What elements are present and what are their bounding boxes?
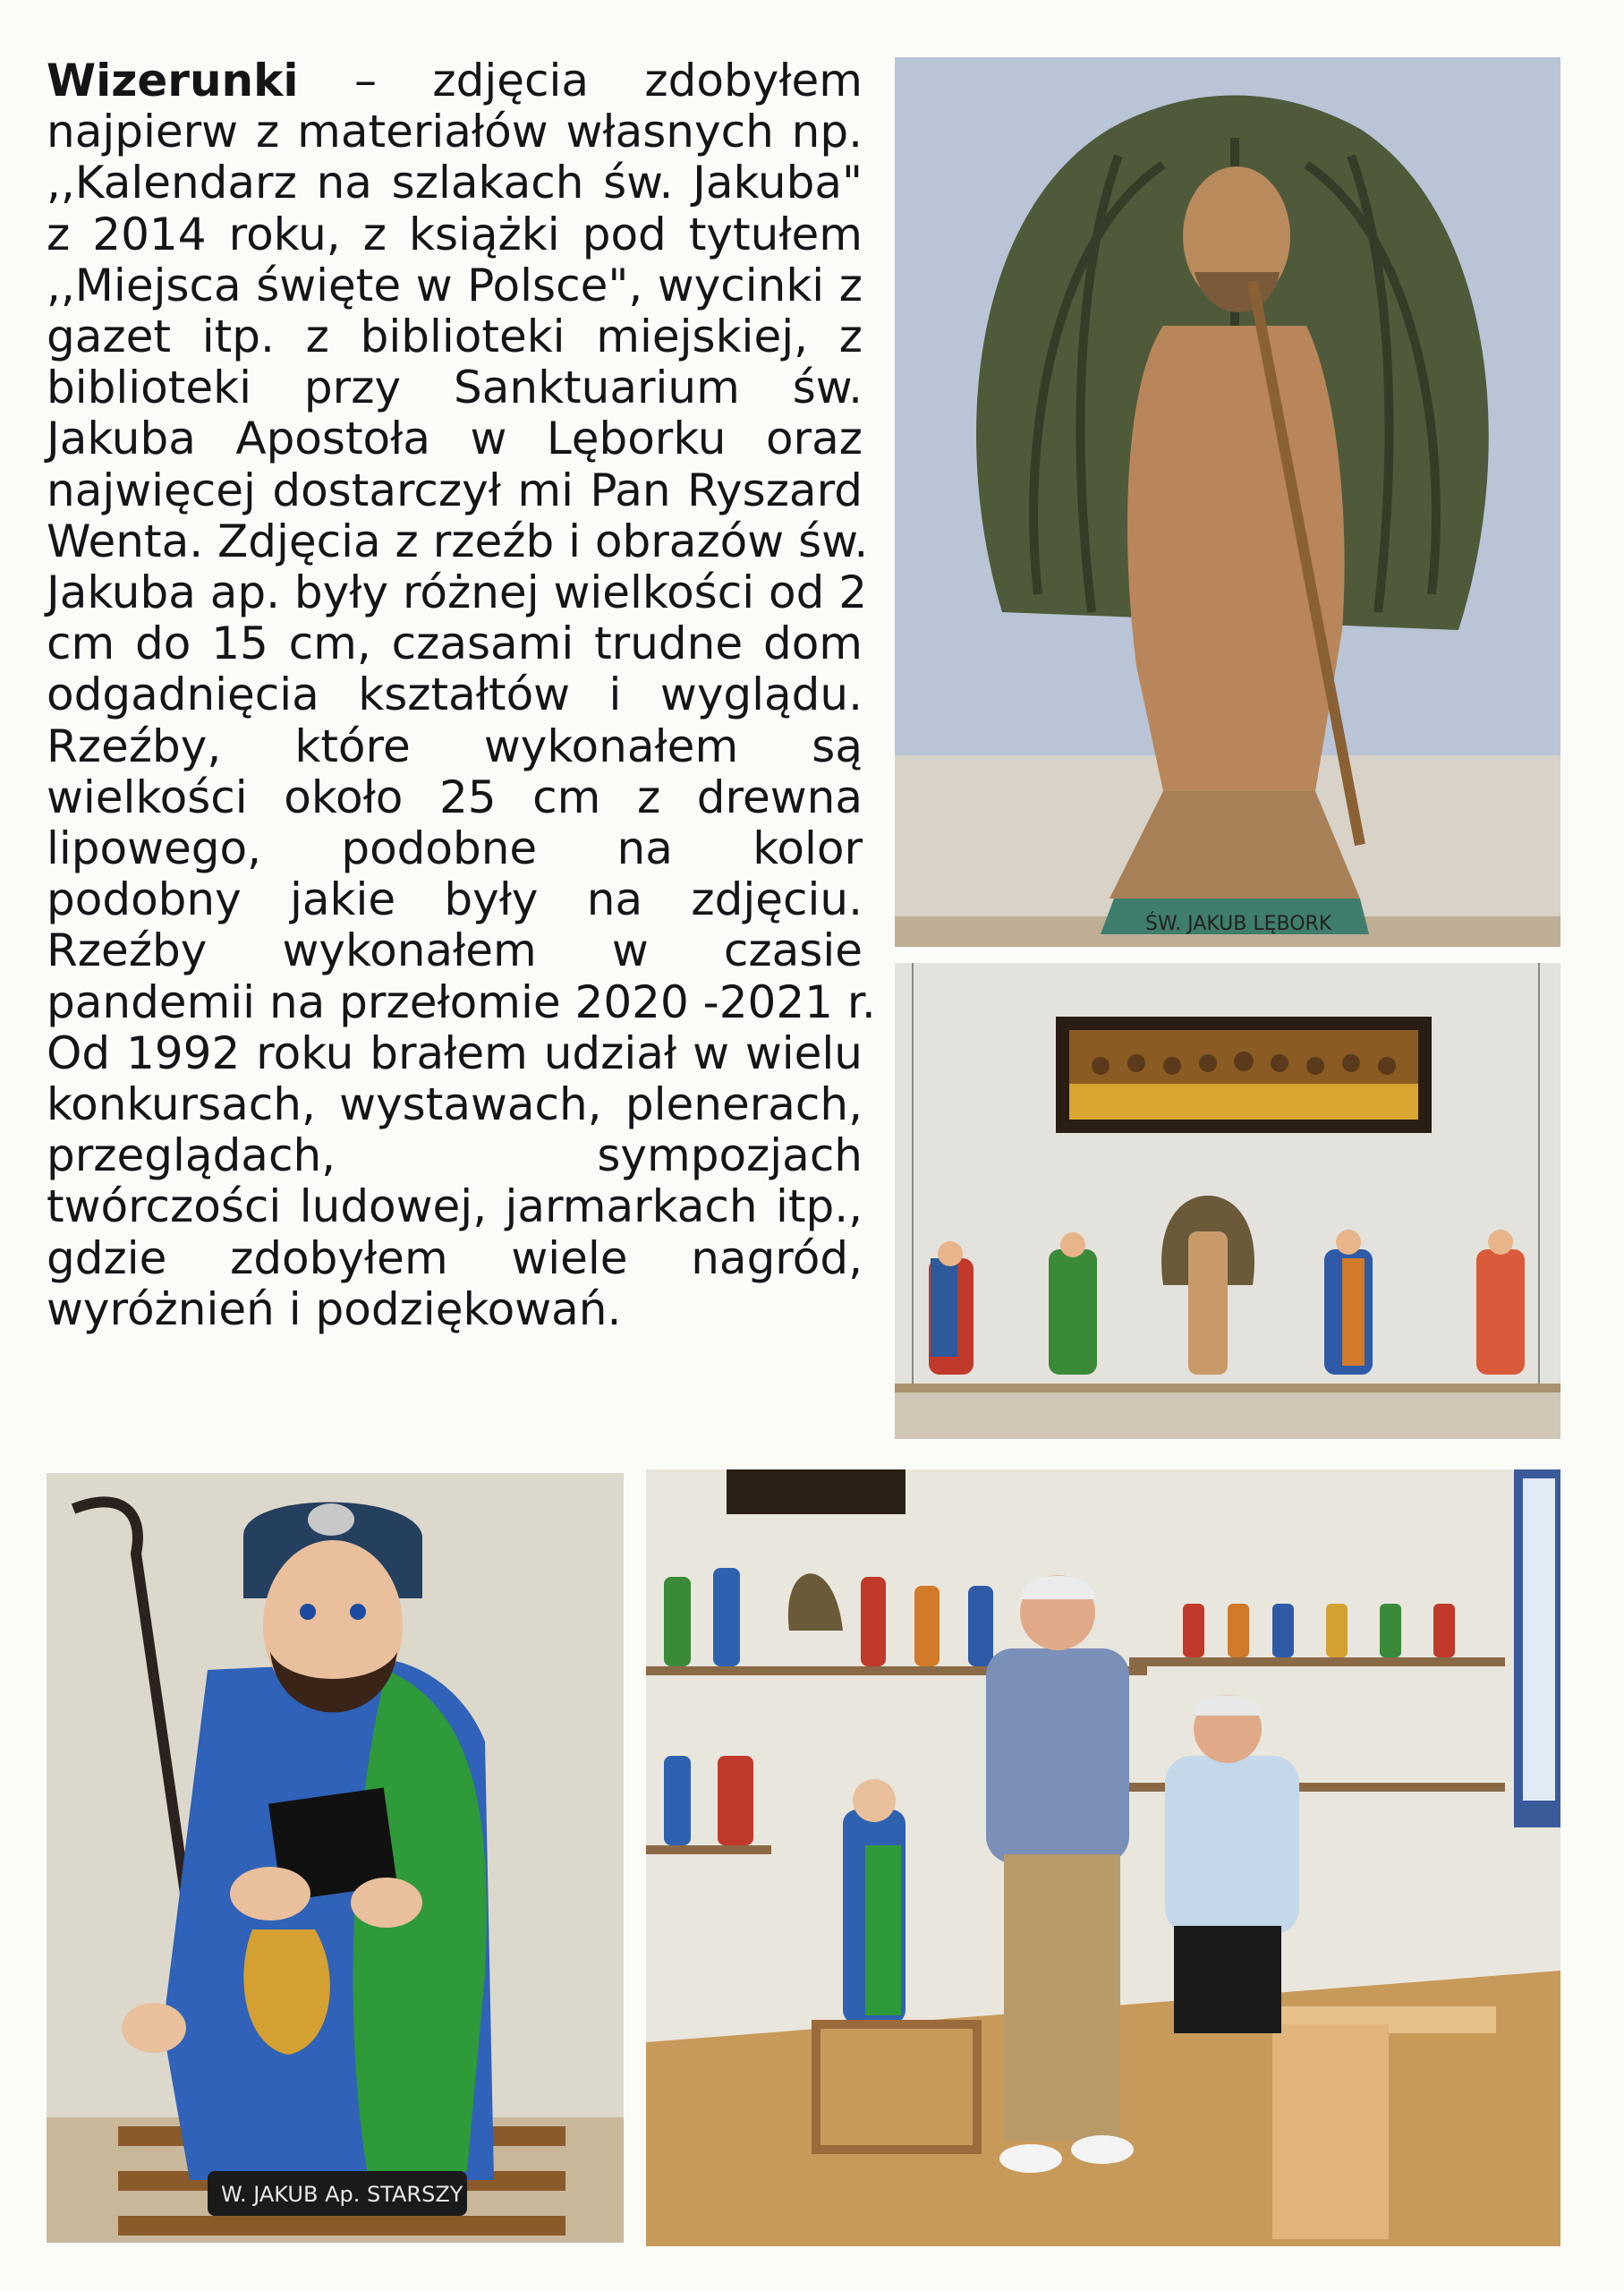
photo-workshop: [646, 1469, 1560, 2246]
exhibition-wall-image: [895, 963, 1560, 1439]
workshop-image: [646, 1469, 1560, 2246]
text-line: podobny jakie były na zdjęciu.: [47, 873, 863, 926]
text-line: Jakuba Apostoła w Lęborku oraz: [47, 413, 863, 465]
text-line: ,,Kalendarz na szlakach św. Jakuba": [47, 157, 863, 209]
text-line: przeglądach, sympozjach: [47, 1129, 863, 1182]
text-line: gdzie zdobyłem wiele nagród,: [47, 1231, 863, 1284]
text-line: odgadnięcia kształtów i wyglądu.: [47, 669, 863, 721]
text-line: z 2014 roku, z książki pod tytułem: [47, 208, 863, 260]
text-line: Od 1992 roku brałem udział w wielu: [47, 1026, 863, 1079]
svg-text:ŚW. JAKUB LĘBORK: ŚW. JAKUB LĘBORK: [1145, 913, 1332, 935]
text-line: Jakuba ap. były różnej wielkości od 2: [47, 566, 868, 619]
text-line: konkursach, wystawach, plenerach,: [47, 1078, 863, 1131]
photo-wooden-statue: [895, 57, 1560, 947]
text-line: biblioteki przy Sanktuarium św.: [47, 362, 863, 414]
text-line: pandemii na przełomie 2020 -2021 r.: [47, 975, 876, 1028]
text-line-1: Wizerunki – zdjęcia zdobyłem: [47, 55, 863, 106]
photo-painted-statue: [47, 1473, 624, 2243]
painted-statue-image: [47, 1473, 624, 2243]
text-line: najwięcej dostarczył mi Pan Ryszard: [47, 464, 863, 516]
statue-caption: W. JAKUB Ap. STARSZY: [221, 2182, 463, 2207]
text-line: wielkości około 25 cm z drewna: [47, 771, 863, 823]
text-line: najpierw z materiałów własnych np.: [47, 106, 863, 158]
text-line: cm do 15 cm, czasami trudne dom: [47, 617, 863, 670]
text-line: twórczości ludowej, jarmarkach itp.,: [47, 1180, 863, 1233]
text-line: ,,Miejsca święte w Polsce", wycinki z: [47, 259, 863, 311]
lead-word: Wizerunki: [47, 55, 299, 106]
text-line: gazet itp. z biblioteki miejskiej, z: [47, 311, 863, 363]
article-text: [47, 55, 876, 1335]
text-line: Rzeźby, które wykonałem są: [47, 720, 863, 772]
text-line: wyróżnień i podziękowań.: [47, 1282, 622, 1335]
text-line: Rzeźby wykonałem w czasie: [47, 924, 863, 977]
wooden-statue-image: [895, 57, 1560, 947]
text-line: lipowego, podobne na kolor: [47, 822, 863, 875]
photo-exhibition-wall: [895, 963, 1560, 1439]
text-line: Wenta. Zdjęcia z rzeźb i obrazów św.: [47, 515, 869, 567]
